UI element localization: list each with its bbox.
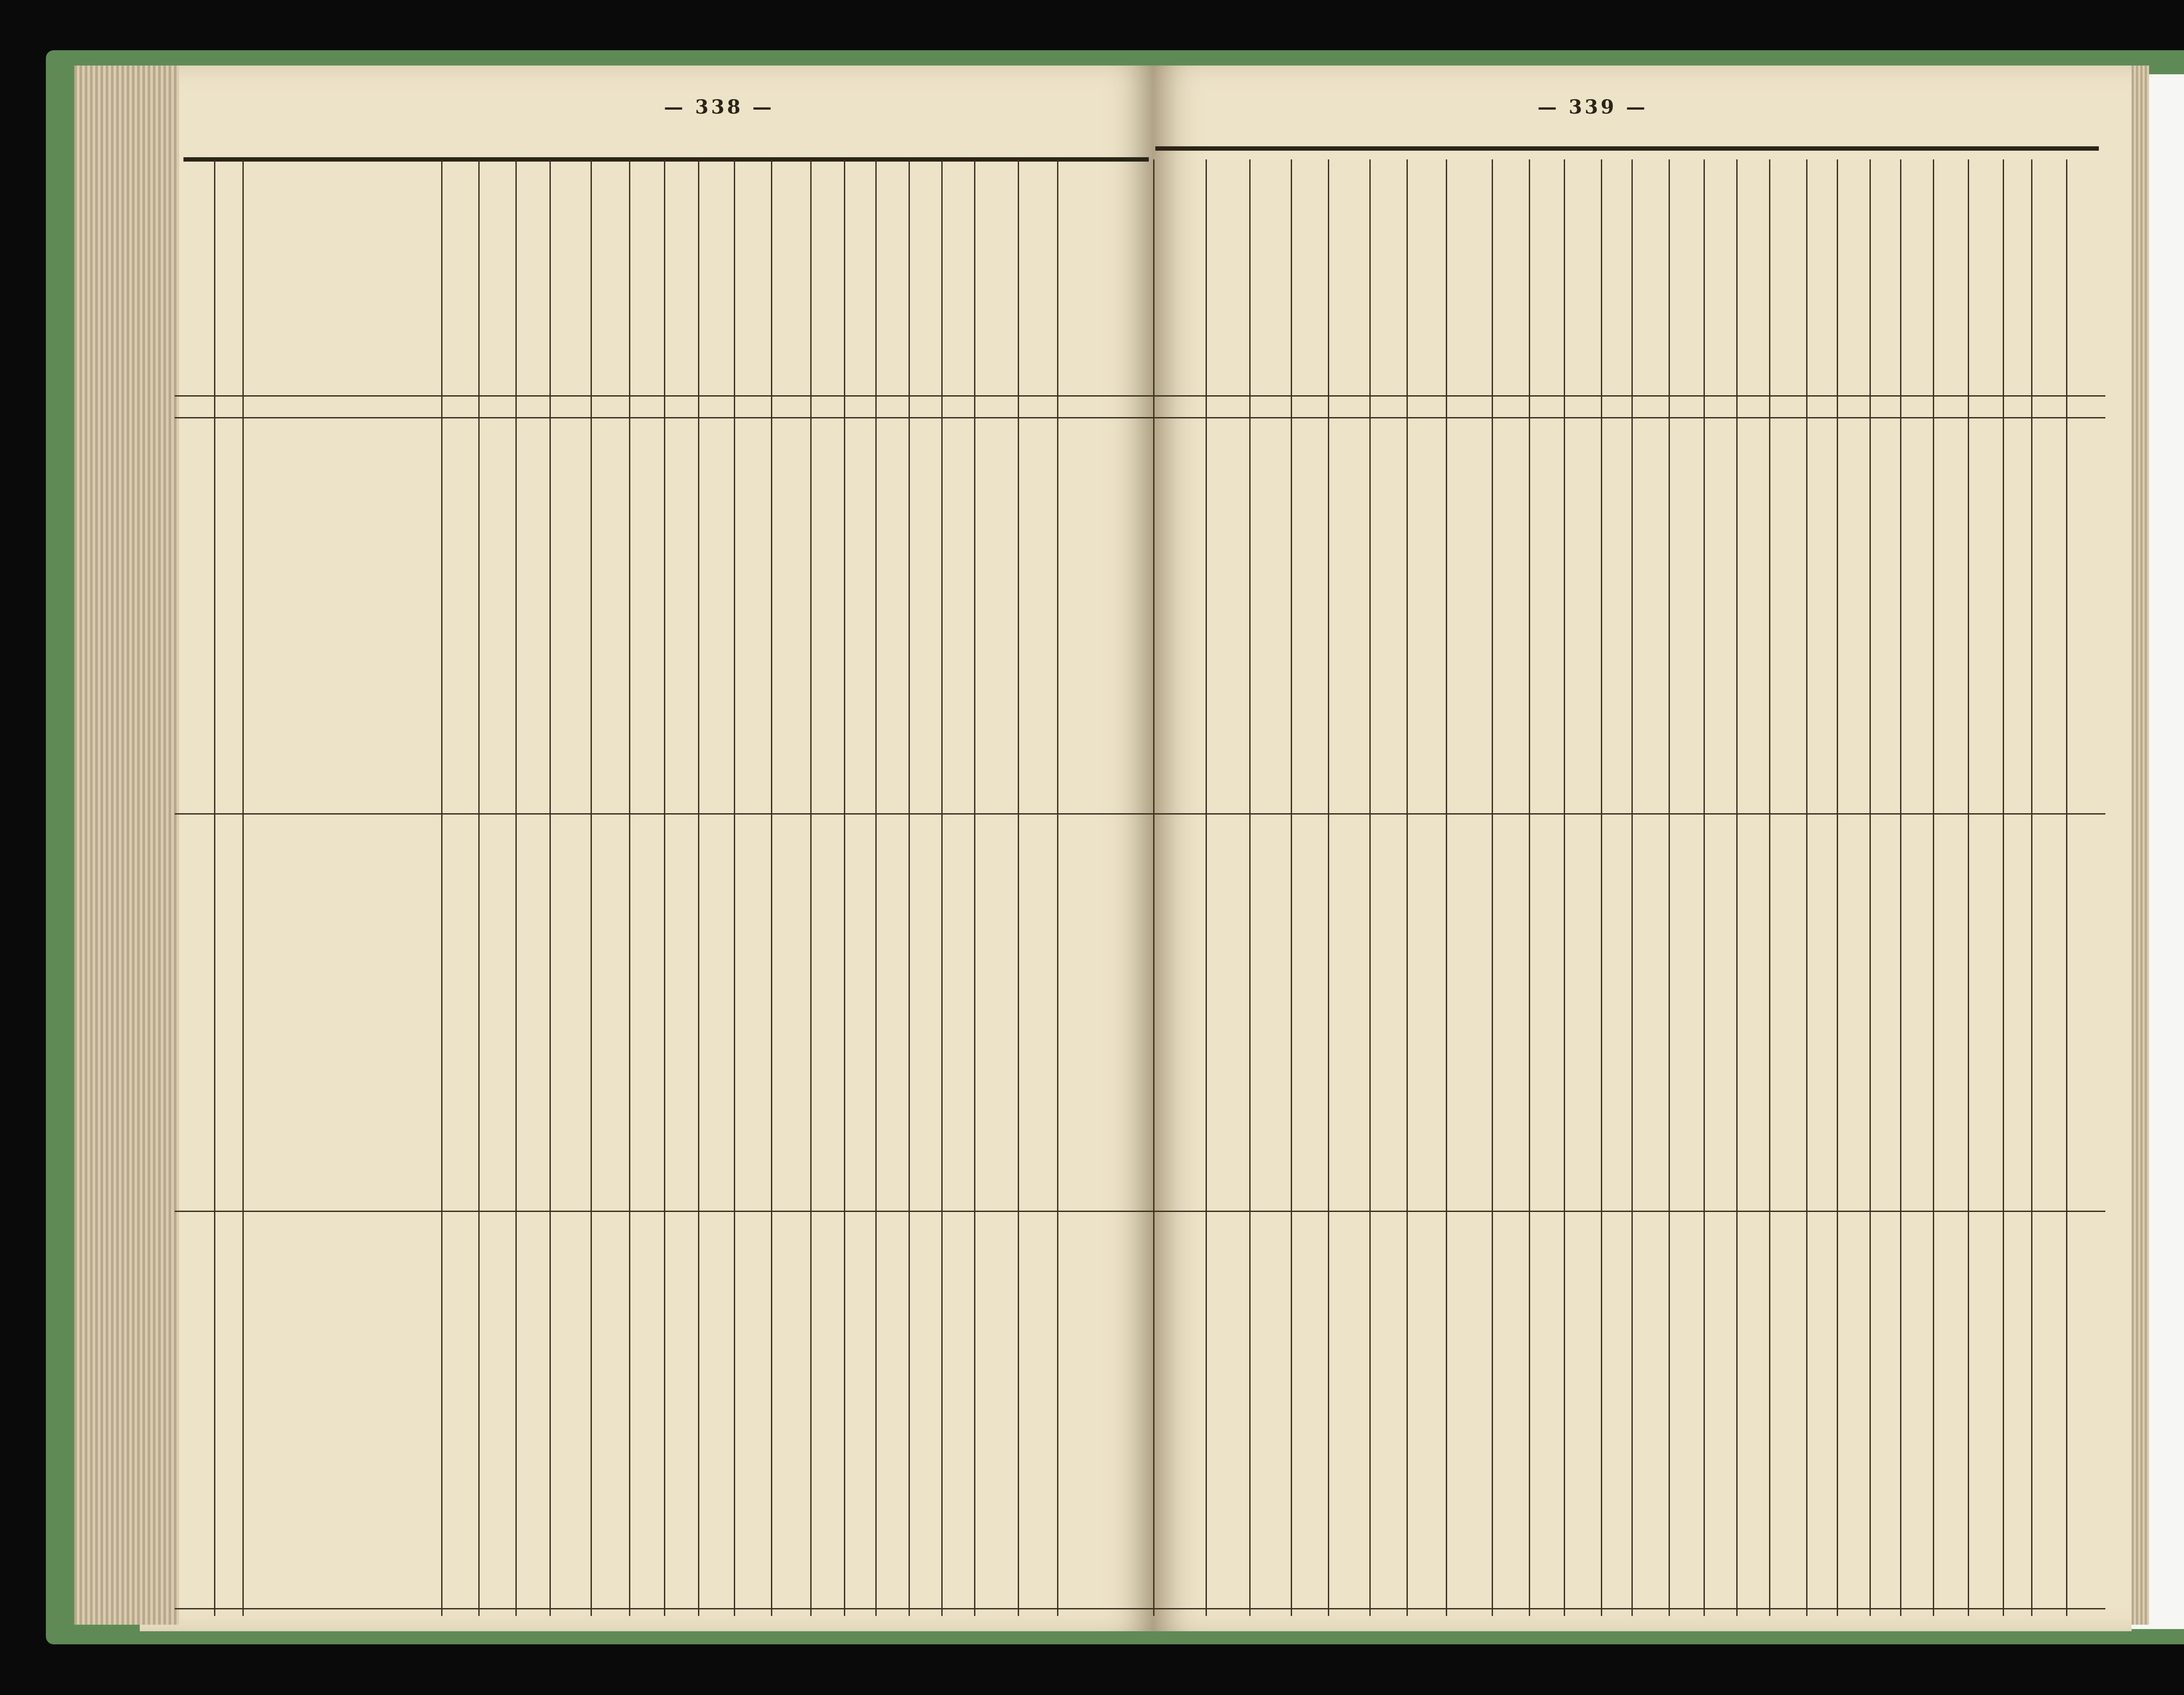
column-rule [1968, 159, 1969, 1616]
column-rule [1153, 159, 1154, 1616]
header-num-rule [175, 417, 2105, 418]
column-rule [1837, 159, 1838, 1616]
column-rule [1529, 159, 1530, 1616]
column-rule [941, 159, 943, 1616]
column-rule [844, 159, 845, 1616]
column-rule [734, 159, 735, 1616]
column-rule [441, 159, 442, 1616]
column-rule [1601, 159, 1602, 1616]
column-rule [1206, 159, 1207, 1616]
column-rule [1406, 159, 1408, 1616]
column-rule [1631, 159, 1633, 1616]
column-rule [478, 159, 480, 1616]
column-rule [1870, 159, 1871, 1616]
column-rule [1704, 159, 1705, 1616]
column-rule [1669, 159, 1670, 1616]
column-rule [2003, 159, 2004, 1616]
header-bottom-rule [175, 395, 2105, 397]
column-rule [810, 159, 812, 1616]
column-rule [2031, 159, 2032, 1616]
column-rule [549, 159, 551, 1616]
column-rule [1900, 159, 1901, 1616]
top-rule-left [183, 157, 1149, 162]
rayon-total-rule [175, 813, 2105, 815]
right-page [1153, 66, 2132, 1631]
rayon-total-rule [175, 1608, 2105, 1609]
left-page-edges [74, 66, 179, 1625]
column-rule [1446, 159, 1447, 1616]
column-rule [1736, 159, 1738, 1616]
left-page [140, 66, 1155, 1631]
column-rule [664, 159, 665, 1616]
column-rule [1369, 159, 1371, 1616]
column-rule [974, 159, 975, 1616]
left-page-number: — 338 — [664, 96, 774, 118]
column-rule [698, 159, 699, 1616]
right-page-number: — 339 — [1538, 96, 1648, 118]
column-rule [242, 159, 244, 1616]
rayon-total-rule [175, 1211, 2105, 1212]
column-rule [1564, 159, 1565, 1616]
column-rule [1933, 159, 1934, 1616]
column-rule [2066, 159, 2067, 1616]
column-rule [1492, 159, 1493, 1616]
column-rule [1806, 159, 1807, 1616]
column-rule [214, 159, 215, 1616]
column-rule [875, 159, 877, 1616]
column-rule [1018, 159, 1019, 1616]
column-rule [591, 159, 592, 1616]
column-rule [909, 159, 910, 1616]
column-rule [515, 159, 517, 1616]
top-rule-right [1155, 146, 2099, 151]
column-rule [629, 159, 630, 1616]
column-rule [1249, 159, 1251, 1616]
column-rule [1291, 159, 1292, 1616]
column-rule [771, 159, 772, 1616]
column-rule [1057, 159, 1058, 1616]
column-rule [1769, 159, 1770, 1616]
column-rule [1328, 159, 1329, 1616]
